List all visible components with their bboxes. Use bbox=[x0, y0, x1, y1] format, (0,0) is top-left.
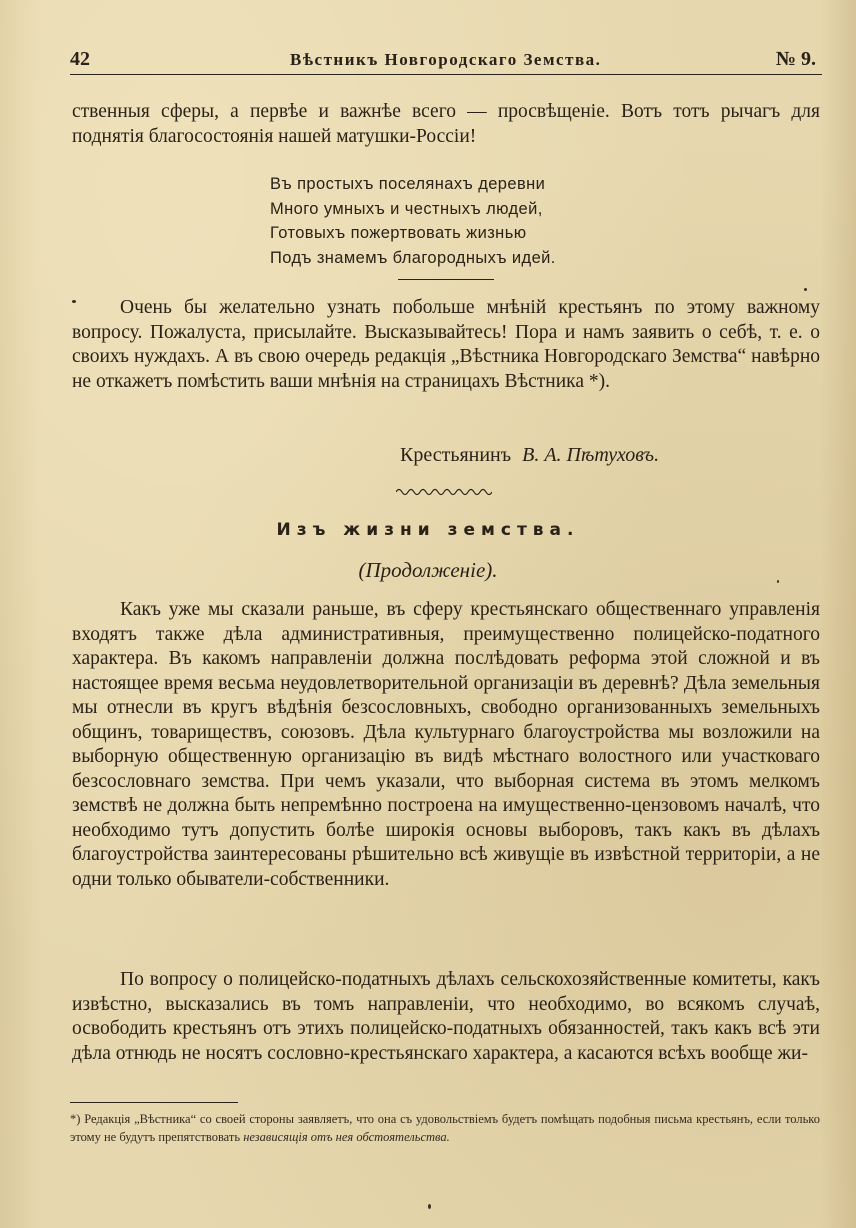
opening-paragraph: ственныя сферы, а первѣе и важнѣе всего — просвѣщеніе. Вотъ тотъ рычагъ для поднятія благосостоянія нашей матушки-Россіи! bbox=[72, 101, 820, 147]
section-title: Изъ жизни земства. bbox=[276, 520, 580, 540]
appeal-paragraph: Очень бы желательно узнать побольше мнѣній крестьянъ по этому важному вопросу. Пожалуста, присылайте. Высказывайтесь! Пора и намъ заявить о себѣ, т. е. о своихъ нуждахъ. А въ свою очередь редакція „Вѣстника Новгородскаго Земства“ навѣрно не откажетъ помѣстить ваши мнѣнія на страницахъ Вѣстника *). bbox=[72, 297, 820, 392]
verse-line: Въ простыхъ поселянахъ деревни bbox=[270, 175, 546, 193]
body-paragraph: Какъ уже мы сказали раньше, въ сферу крестьянскаго общественнаго управленія входятъ также дѣла административныя, преимущественно полицейско-податного характера. Въ какомъ направленіи должна послѣдовать реформа этой сложной и въ настоящее время весьма неудовлетворительной организаціи въ деревнѣ? Дѣла земельныя мы отнесли въ кругъ вѣдѣнія безсословныхъ, свободно организованныхъ земельныхъ общинъ, товариществъ, союзовъ. Дѣла культурнаго благоустройства мы возложили на выборную общественную организацію въ видѣ мѣстнаго волостного или участковаго безсословнаго земства. При чемъ указали, что выборная система въ этомъ мелкомъ земствѣ не должна быть непремѣнно построена на имущественно-цензовомъ началѣ, что необходимо тутъ допустить болѣе широкія основы выборовъ, такъ какъ въ дѣлахъ благоустройства заинтересованы рѣшительно всѣ живущіе въ извѣстной территоріи, а не одни только обыватели-собственники. bbox=[72, 599, 820, 890]
ink-speck bbox=[777, 580, 779, 583]
ink-speck bbox=[804, 288, 807, 291]
wavy-divider bbox=[396, 485, 492, 499]
author-name: В. А. Пѣтуховъ. bbox=[522, 444, 660, 466]
ink-speck bbox=[72, 300, 76, 303]
verse-block bbox=[270, 172, 556, 270]
footnote bbox=[70, 1110, 820, 1146]
verse-line: Подъ знамемъ благородныхъ идей. bbox=[270, 248, 556, 267]
body-paragraph: По вопросу о полицейско-податныхъ дѣлахъ сельскохозяйственные комитеты, какъ извѣстно, высказались въ томъ направленіи, что необходимо, во всякомъ случаѣ, освободить крестьянъ отъ этихъ полицейско-податныхъ обязанностей, такъ какъ всѣ эти дѣла отнюдь не носятъ сословно-крестьянскаго характера, а касаются всѣхъ вообще жи- bbox=[72, 969, 820, 1064]
verse-divider bbox=[398, 279, 494, 280]
page-number: 42 bbox=[70, 48, 90, 70]
footnote-text: *) Редакція „Вѣстника“ со своей стороны заявляетъ, что она съ удовольствіемъ будетъ помѣщать подобныя письма крестьянъ, если только этому не будутъ препятствовать bbox=[70, 1112, 820, 1144]
section-subtitle: (Продолженіе). bbox=[358, 558, 498, 582]
verse-line: Много умныхъ и честныхъ людей, bbox=[270, 199, 543, 218]
signature-prefix: Крестьянинъ bbox=[400, 444, 512, 466]
issue-number: № 9. bbox=[775, 48, 816, 70]
journal-title: Вѣстникъ Новгородскаго Земства. bbox=[290, 50, 602, 69]
running-header bbox=[70, 44, 822, 75]
footnote-italic: независящія отъ нея обстоятельства. bbox=[243, 1130, 450, 1144]
ink-speck bbox=[428, 1204, 431, 1209]
author-signature bbox=[400, 444, 659, 467]
footnote-rule bbox=[70, 1102, 238, 1103]
verse-line: Готовыхъ пожертвовать жизнью bbox=[270, 224, 527, 242]
